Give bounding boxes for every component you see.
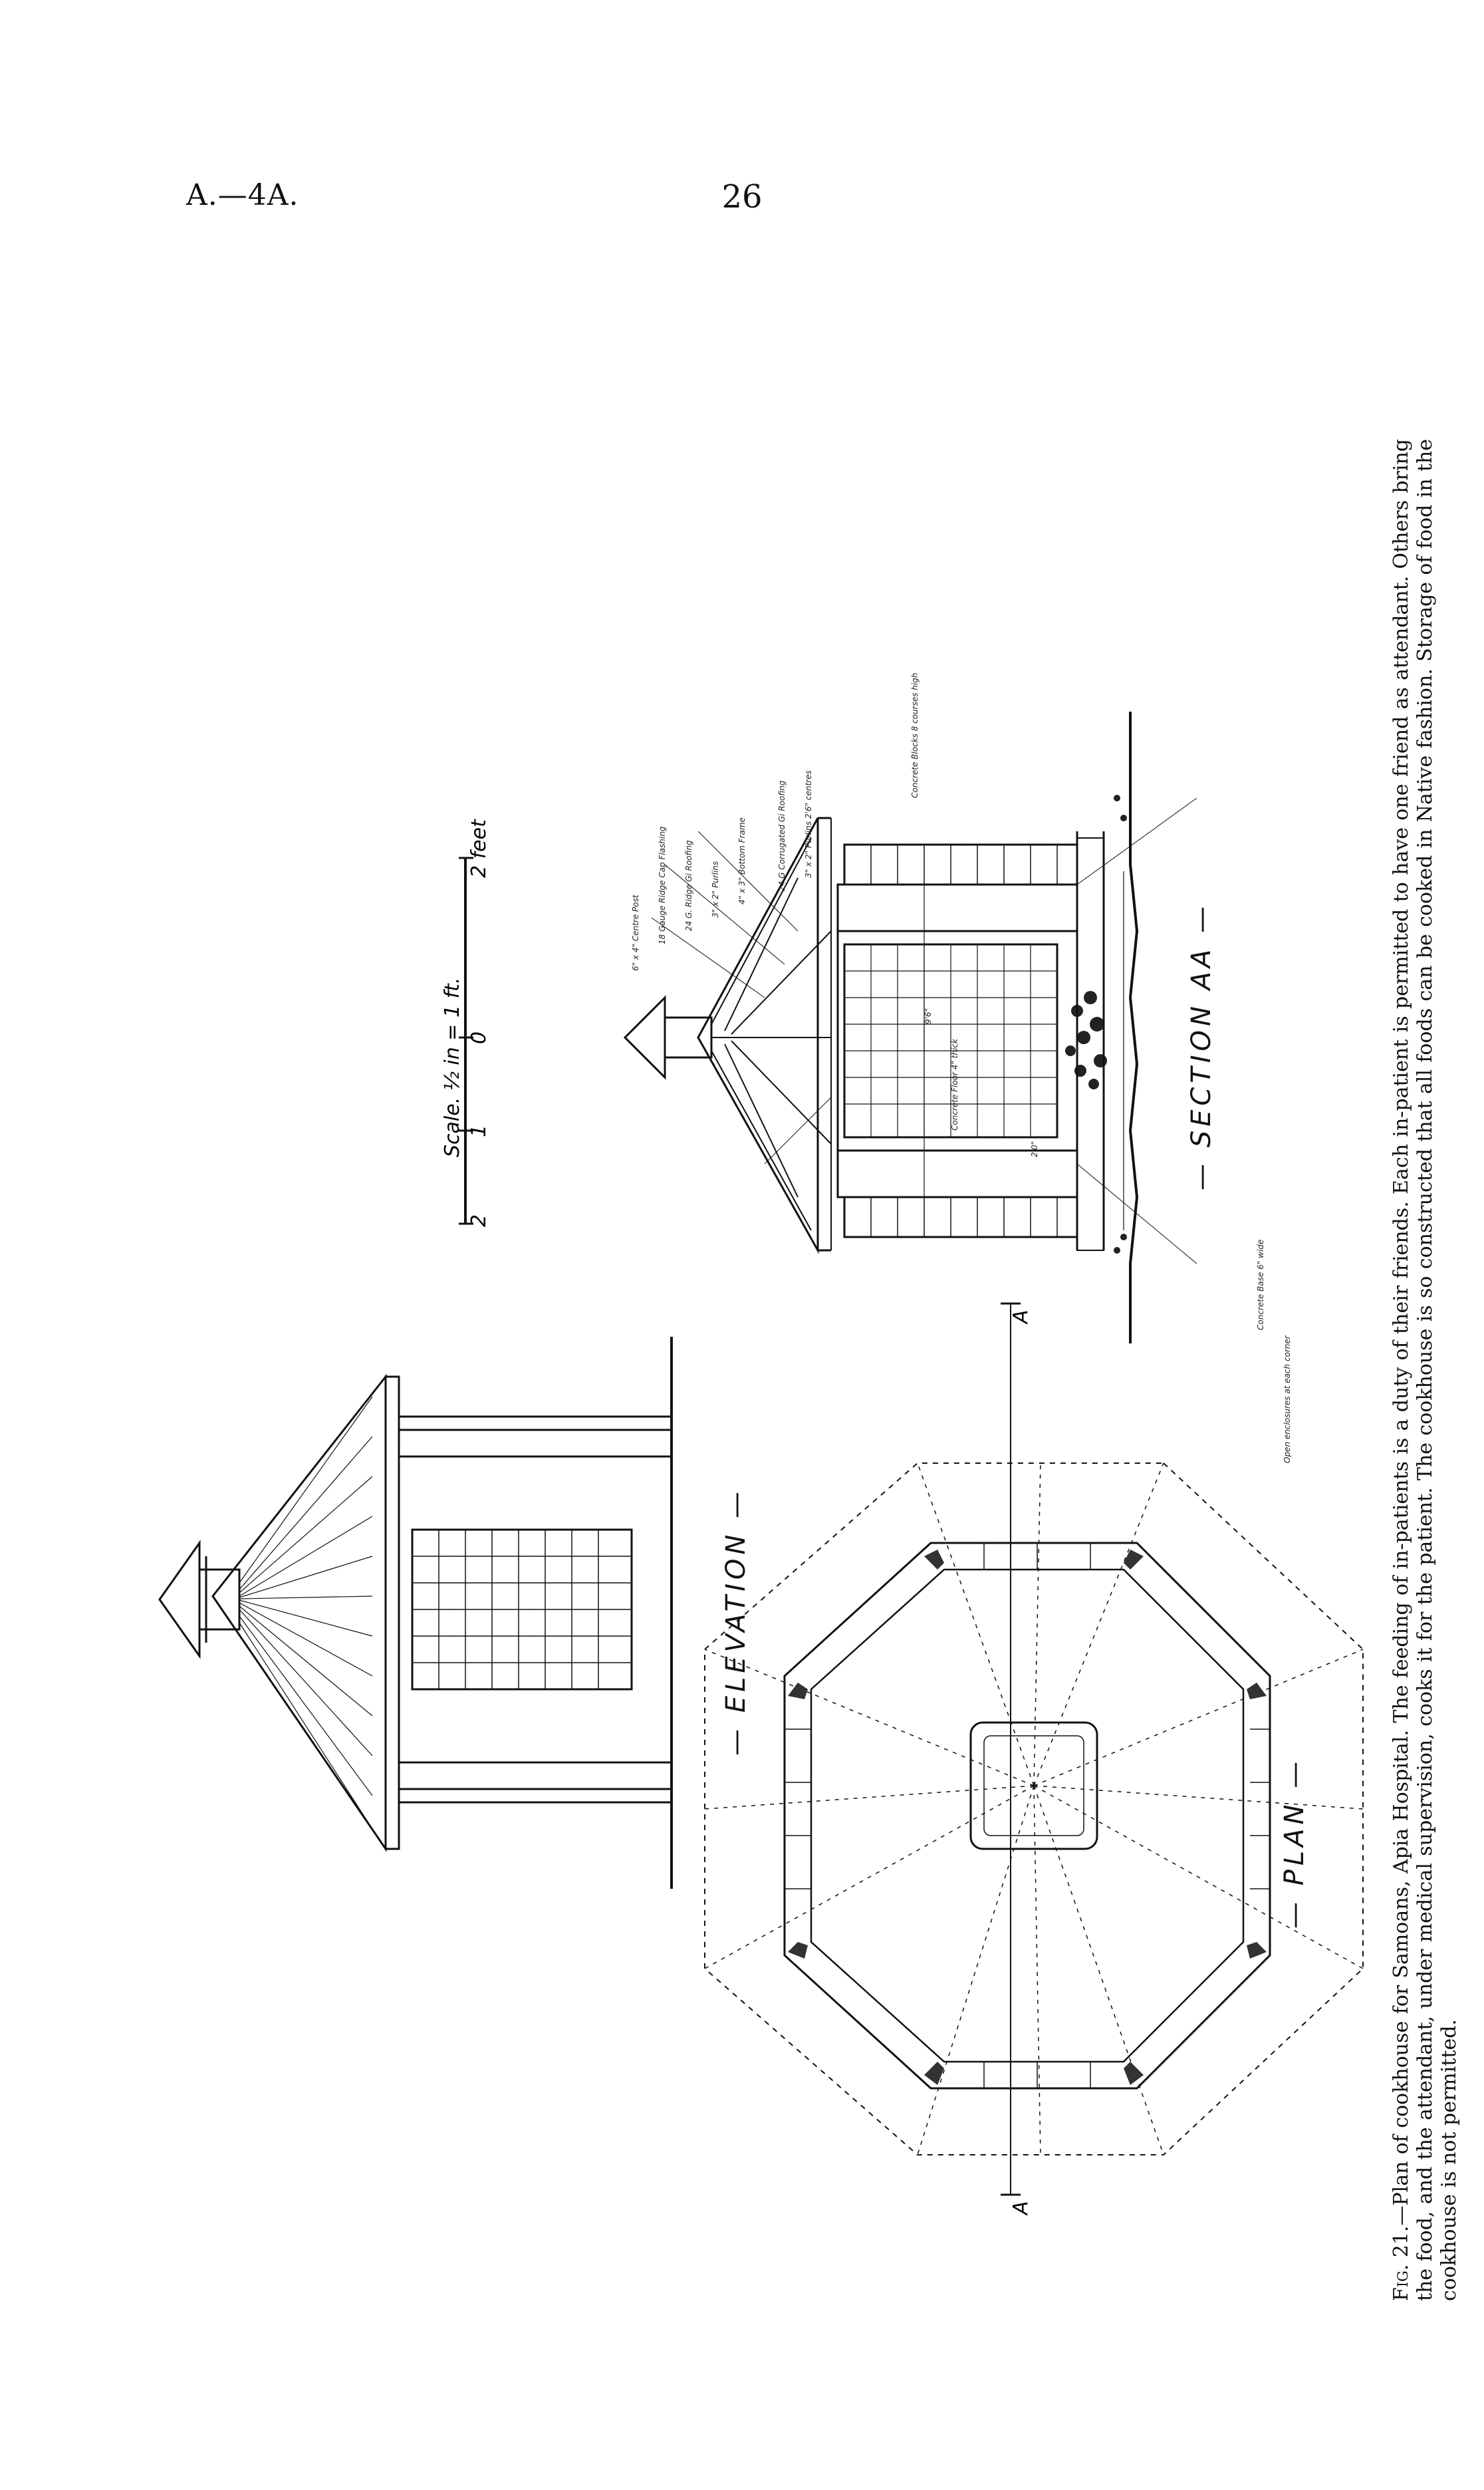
section-note: 6" x 4" Centre Post (631, 895, 640, 971)
figure-label: Fig. 21. (1390, 2225, 1413, 2301)
section-dimension: 2'0" (1030, 1141, 1039, 1157)
section-note: Concrete Floor 4" thick (950, 1039, 959, 1131)
section-note: Concrete Base 6" wide (1256, 1239, 1265, 1330)
plan-title: — PLAN — (1279, 1757, 1310, 1929)
page-number: 26 (721, 178, 763, 215)
section-note: 4" x 3" Bottom Frame (737, 817, 747, 904)
section-note: 18 Gauge Ridge Cap Flashing (658, 826, 667, 944)
elevation-title: — ELEVATION — (721, 1488, 751, 1756)
scale-tick-label: 0 (467, 1031, 491, 1044)
section-note: 24 G Corrugated Gi Roofing (777, 780, 787, 891)
caption-text: —Plan of cookhouse for Samoans, Apia Hospital. The feeding of in-patients is a duty of their friends. Each in-patient is permitted to have one friend as attendant. Others bring the food, and the attendant, under medical supervision, cooks it for the patient. The cookhouse is so constructed that all foods can be cooked in Native fashion. Storage of food in the cookhouse is not permitted. (1390, 439, 1461, 2301)
section-note: Open enclosures at each corner (1283, 1335, 1292, 1463)
plan-drawing (705, 1304, 1363, 2195)
elevation-drawing (160, 1337, 672, 1889)
section-note: 3" x 2" Purlins 2'6" centres (804, 770, 813, 878)
scale-tick-label: 2 feet (467, 819, 491, 878)
section-aa-drawing (625, 712, 1197, 1343)
section-note: 24 G. Ridge Gi Roofing (684, 840, 693, 931)
section-note: 3" x 2" Purlins (711, 861, 720, 918)
page-reference: A.—4A. (186, 178, 299, 212)
section-title: — SECTION AA — (1186, 902, 1217, 1190)
section-marker-top: A (1009, 1310, 1033, 1323)
section-marker-bottom: A (1009, 2201, 1033, 2215)
scale-tick-label: 2 (467, 1214, 491, 1227)
section-note: Concrete Blocks 8 courses high (910, 672, 920, 798)
scale-tick-label: 1 (467, 1124, 491, 1137)
scale-label: Scale. ½ in = 1 ft. (441, 977, 464, 1157)
figure-caption (1390, 439, 1461, 2301)
section-dimension: 9'6" (924, 1008, 933, 1024)
